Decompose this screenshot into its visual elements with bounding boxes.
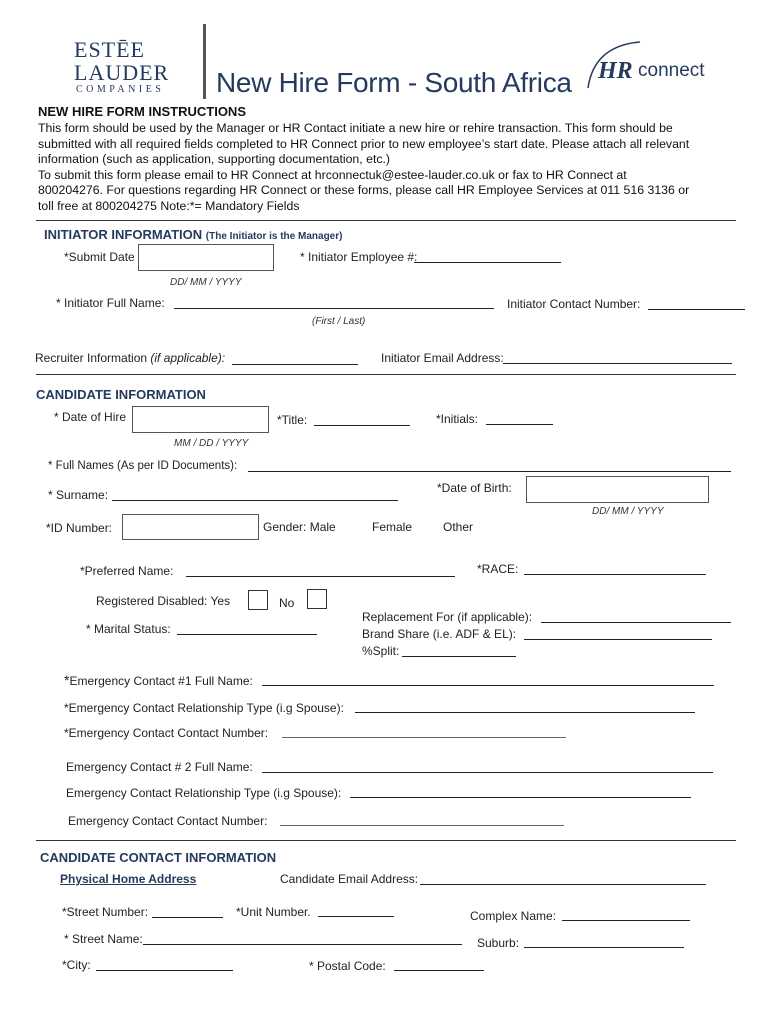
employee-no-field[interactable] <box>414 262 561 263</box>
ec2-rel-label: Emergency Contact Relationship Type (i.g Spouse): <box>66 786 342 800</box>
surname-label: * Surname: <box>48 488 109 502</box>
logo-line-1: ESTĒE <box>74 37 145 62</box>
ec2-name-field[interactable] <box>262 772 713 773</box>
street-number-label: *Street Number: <box>62 905 149 919</box>
recruiter-field[interactable] <box>232 364 358 365</box>
contact-heading: CANDIDATE CONTACT INFORMATION <box>40 850 277 865</box>
recruiter-hint: (if applicable): <box>150 351 226 365</box>
logo-connect-text: connect <box>638 60 705 81</box>
preferred-name-field[interactable] <box>186 576 455 577</box>
id-number-input[interactable] <box>122 514 259 540</box>
street-name-field[interactable] <box>143 944 462 945</box>
logo-line-2: LAUDER <box>74 60 170 85</box>
race-label: *RACE: <box>477 562 519 576</box>
replacement-label: Replacement For (if applicable): <box>362 610 533 624</box>
logo-line-3: COMPANIES <box>76 84 165 95</box>
candidate-email-field[interactable] <box>420 884 706 885</box>
surname-field[interactable] <box>112 500 398 501</box>
physical-address-heading: Physical Home Address <box>60 872 197 886</box>
gender-other[interactable]: Other <box>443 520 474 534</box>
ec1-name-label <box>64 672 253 688</box>
race-field[interactable] <box>524 574 706 575</box>
unit-number-label: *Unit Number. <box>236 905 311 919</box>
marital-field[interactable] <box>177 634 317 635</box>
instructions-text <box>38 121 738 215</box>
ec1-rel-field[interactable] <box>355 712 695 713</box>
title-label: *Title: <box>277 413 308 427</box>
ec1-name-field[interactable] <box>262 685 714 686</box>
logo-hr-text: HR <box>598 58 633 84</box>
mandatory-star: * <box>64 672 70 688</box>
employee-no-label: * Initiator Employee #: <box>300 250 418 264</box>
date-of-hire-format: MM / DD / YYYY <box>174 438 249 449</box>
complex-field[interactable] <box>562 920 690 921</box>
contact-number-label: Initiator Contact Number: <box>507 297 641 311</box>
dob-format: DD/ MM / YYYY <box>592 506 664 517</box>
ec2-num-field[interactable] <box>280 825 564 826</box>
section-divider <box>36 374 736 375</box>
initiator-email-label: Initiator Email Address: <box>381 351 504 365</box>
date-of-hire-input[interactable] <box>132 406 269 433</box>
title-field[interactable] <box>314 425 410 426</box>
disabled-no-checkbox[interactable] <box>307 589 327 609</box>
gender-female[interactable]: Female <box>372 520 413 534</box>
gender-label: Gender: Male <box>263 520 336 534</box>
split-label: %Split: <box>362 644 400 658</box>
contact-number-field[interactable] <box>648 309 745 310</box>
mandatory-star: * <box>64 701 69 715</box>
full-name-label: * Initiator Full Name: <box>56 296 165 310</box>
unit-number-field[interactable] <box>318 916 394 917</box>
recruiter-label <box>35 351 225 365</box>
ec2-rel-field[interactable] <box>350 797 691 798</box>
initials-label: *Initials: <box>436 412 479 426</box>
instructions-line: submitted with all required fields completed to HR Connect prior to new employee’s start date. Please attach all relevant <box>38 136 690 151</box>
postal-code-field[interactable] <box>394 970 484 971</box>
instructions-line: toll free at 800204275 Note:*= Mandatory Fields <box>38 198 300 213</box>
city-label: *City: <box>62 958 91 972</box>
initiator-subheading: (The Initiator is the Manager) <box>205 231 343 242</box>
candidate-heading: CANDIDATE INFORMATION <box>36 387 206 402</box>
full-name-field[interactable] <box>174 308 494 309</box>
full-names-field[interactable] <box>248 471 731 472</box>
disabled-label: Registered Disabled: Yes <box>96 594 231 608</box>
instructions-line: This form should be used by the Manager or HR Contact initiate a new hire or rehire transaction. This form should be <box>38 121 673 135</box>
complex-label: Complex Name: <box>470 909 557 923</box>
instructions-line: To submit this form please email to HR Connect at hrconnectuk@estee-lauder.co.uk or fax to HR Connect at <box>38 167 627 182</box>
initials-field[interactable] <box>486 424 553 425</box>
instructions-line: 800204276. For questions regarding HR Connect or these forms, please call HR Employee Services at 011 516 3136 or <box>38 183 690 198</box>
section-divider <box>36 220 736 221</box>
suburb-label: Suburb: <box>477 936 520 950</box>
disabled-no-label: No <box>279 596 295 610</box>
preferred-name-label: *Preferred Name: <box>80 564 174 578</box>
postal-code-label: * Postal Code: <box>309 959 386 973</box>
initiator-heading <box>44 227 342 242</box>
dob-input[interactable] <box>526 476 709 503</box>
split-field[interactable] <box>402 656 516 657</box>
suburb-field[interactable] <box>524 947 684 948</box>
full-name-hint: (First / Last) <box>312 316 366 327</box>
city-field[interactable] <box>96 970 233 971</box>
brand-share-label: Brand Share (i.e. ADF & EL): <box>362 627 517 641</box>
street-number-field[interactable] <box>152 917 223 918</box>
ec1-rel-text: Emergency Contact Relationship Type (i.g Spouse): <box>68 701 344 715</box>
ec2-name-label: Emergency Contact # 2 Full Name: <box>66 760 253 774</box>
mandatory-star: * <box>64 726 69 740</box>
ec1-rel-label <box>64 701 344 715</box>
section-divider <box>36 840 736 841</box>
ec2-num-label: Emergency Contact Contact Number: <box>68 814 268 828</box>
submit-date-format: DD/ MM / YYYY <box>170 277 242 288</box>
id-number-label: *ID Number: <box>46 521 113 535</box>
recruiter-label-text: Recruiter Information <box>35 351 148 365</box>
street-name-label: * Street Name: <box>64 932 143 946</box>
header-divider <box>203 24 206 99</box>
replacement-field[interactable] <box>541 622 731 623</box>
hr-connect-logo <box>580 40 740 100</box>
candidate-email-label: Candidate Email Address: <box>280 872 419 886</box>
submit-date-input[interactable] <box>138 244 274 271</box>
full-names-label: * Full Names (As per ID Documents): <box>48 460 238 472</box>
instructions-line: information (such as application, supporting documentation, etc.) <box>38 152 391 167</box>
ec1-name-text: Emergency Contact #1 Full Name: <box>69 674 253 688</box>
instructions-heading: NEW HIRE FORM INSTRUCTIONS <box>38 104 246 119</box>
initiator-email-field[interactable] <box>503 363 732 364</box>
brand-share-field[interactable] <box>524 639 712 640</box>
dob-label: *Date of Birth: <box>437 481 512 495</box>
submit-date-label: *Submit Date <box>64 250 135 264</box>
initiator-heading-text: INITIATOR INFORMATION <box>44 227 203 242</box>
disabled-yes-checkbox[interactable] <box>248 590 268 610</box>
date-of-hire-label: * Date of Hire <box>54 410 127 424</box>
marital-label: * Marital Status: <box>86 622 171 636</box>
ec1-num-text: Emergency Contact Contact Number: <box>68 726 269 740</box>
page-title: New Hire Form - South Africa <box>216 67 572 98</box>
ec1-num-field[interactable] <box>282 737 566 738</box>
ec1-num-label <box>64 726 268 740</box>
